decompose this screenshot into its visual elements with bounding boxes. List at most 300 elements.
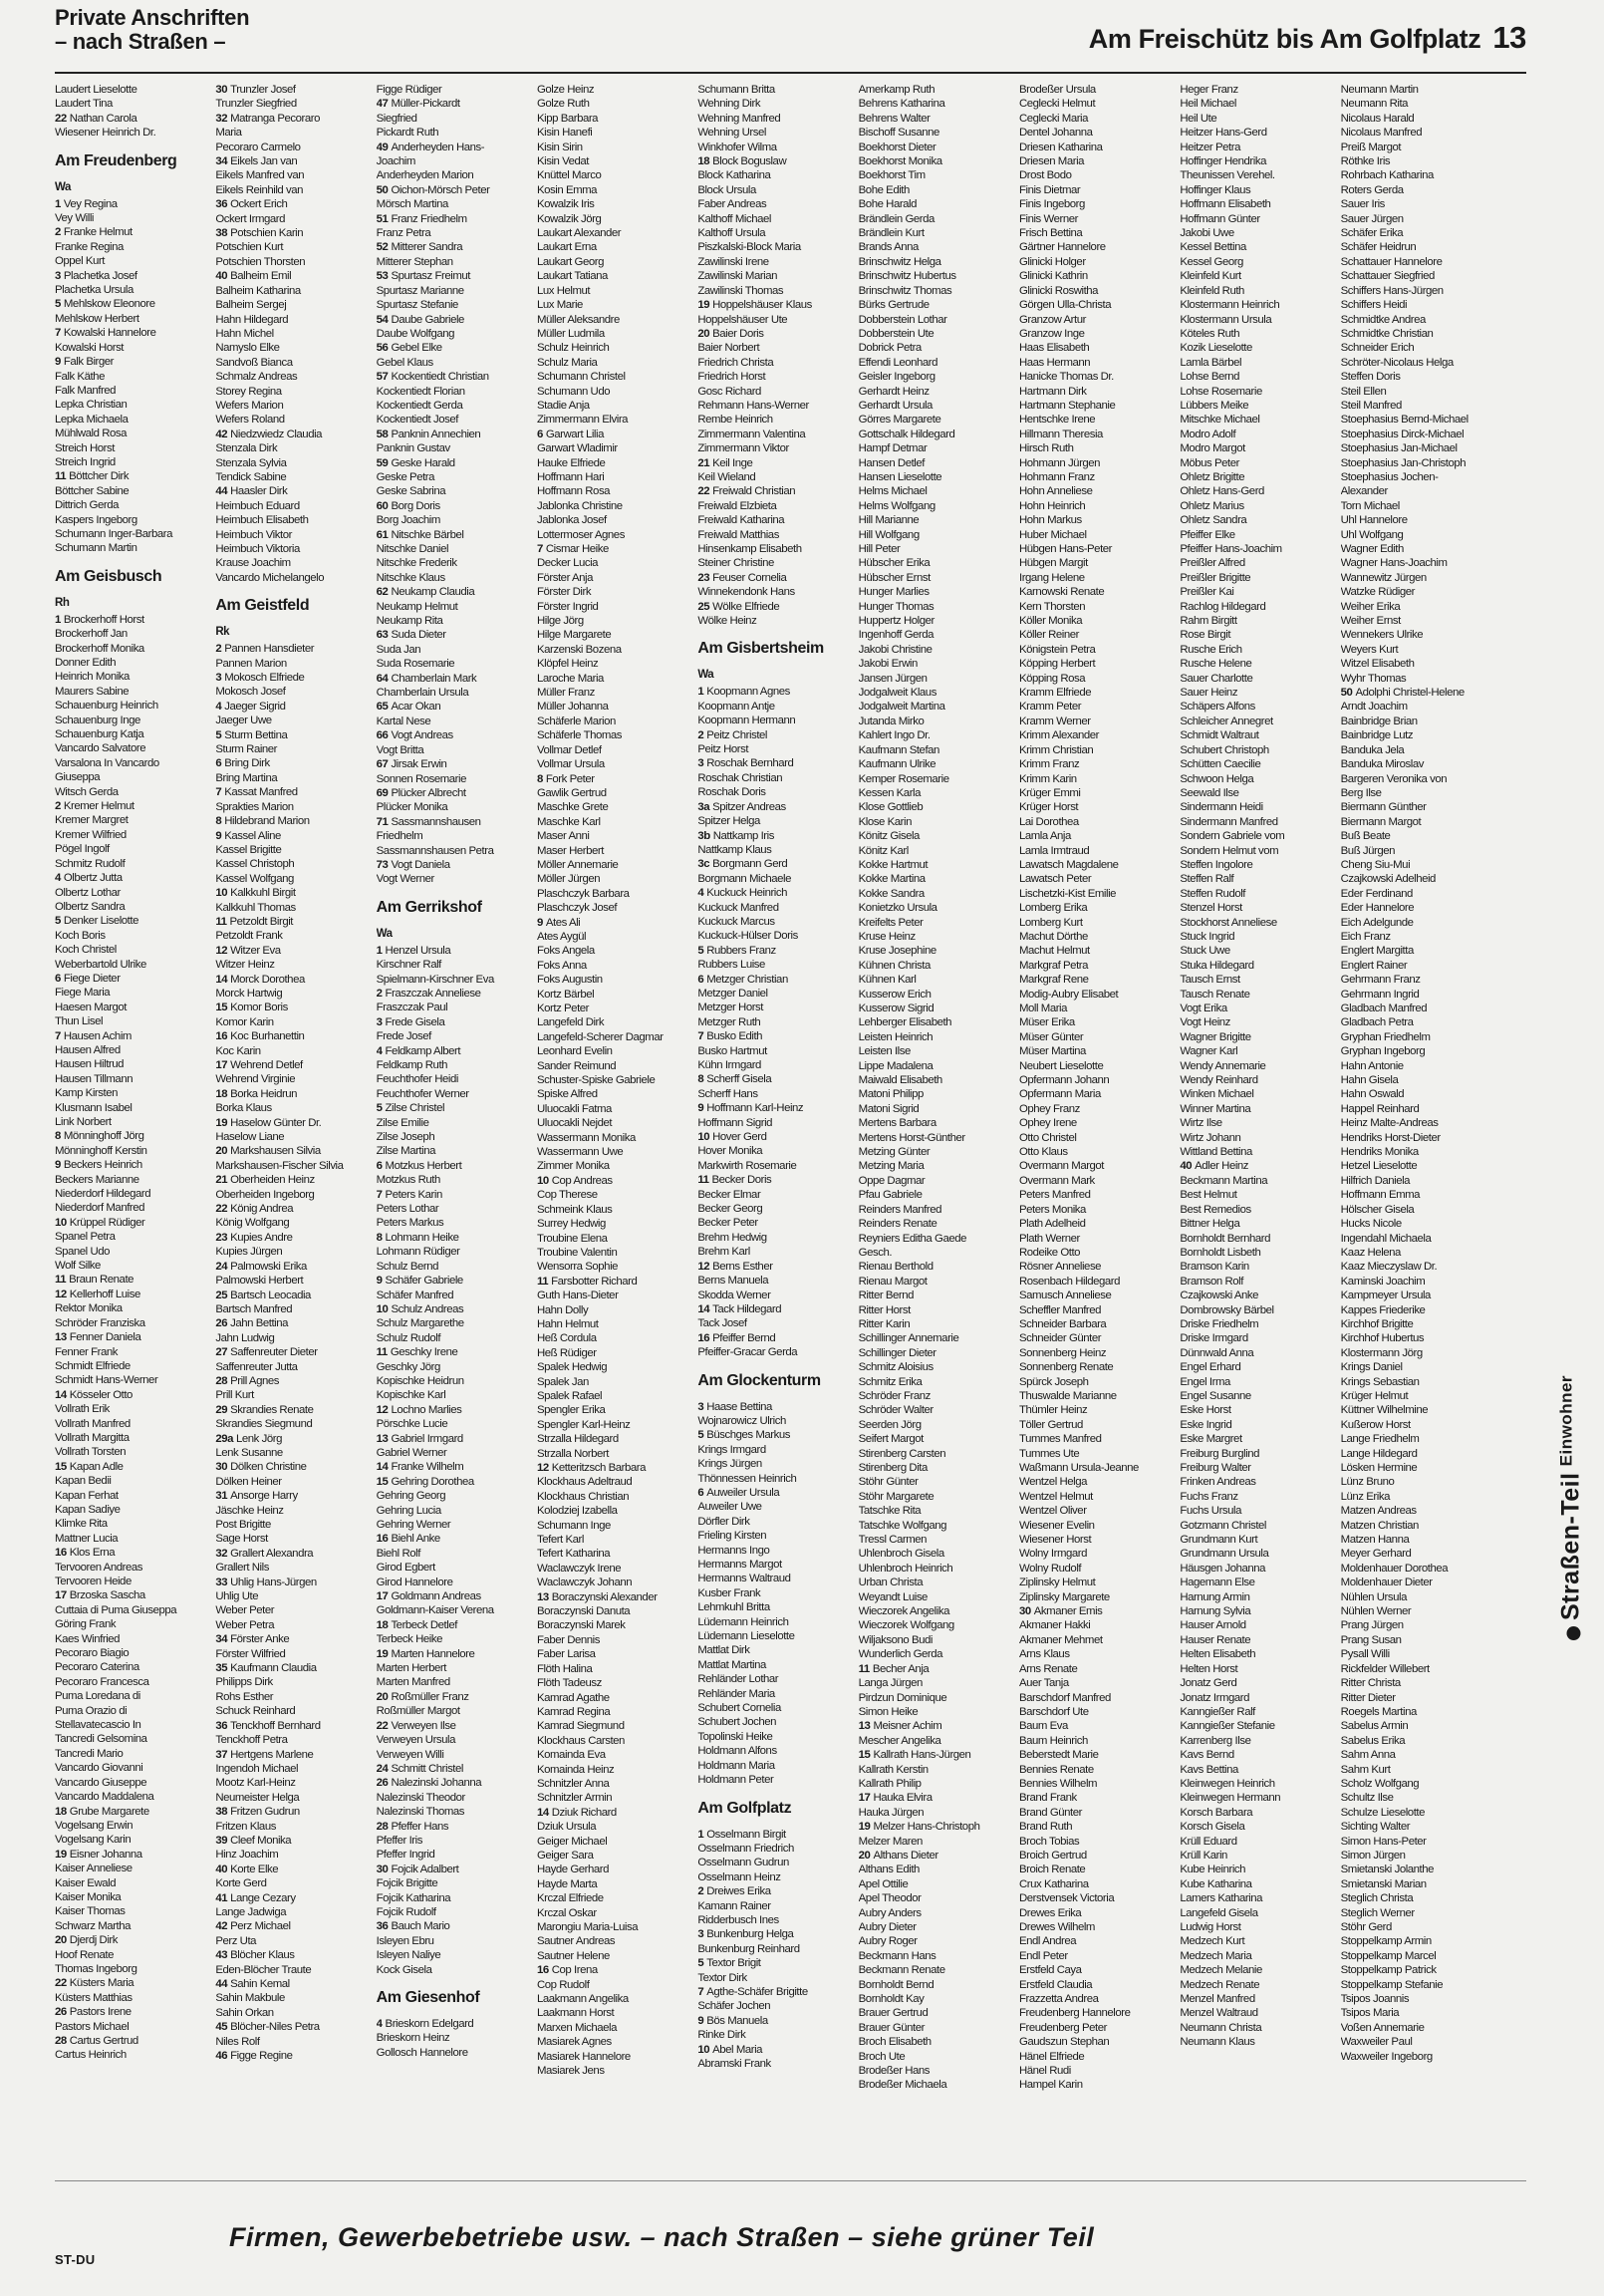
resident-name: Hermanns Ingo xyxy=(697,1544,770,1557)
resident-name: Engel Irma xyxy=(1180,1375,1230,1388)
resident-name: Wojnarowicz Ulrich xyxy=(697,1414,786,1427)
house-number: 31 xyxy=(215,1490,228,1503)
house-number: 14 xyxy=(55,1388,67,1401)
resident-entry xyxy=(377,356,525,370)
resident-name: Metzger Christian xyxy=(706,973,788,986)
resident-name: Streich Ingrid xyxy=(55,455,116,468)
resident-entry xyxy=(1180,1791,1328,1805)
resident-name: Stöhr Margarete xyxy=(858,1490,935,1503)
resident-entry xyxy=(537,2050,685,2064)
resident-entry xyxy=(697,1216,846,1230)
resident-name: Mokosch Josef xyxy=(215,686,286,699)
resident-entry xyxy=(537,2006,685,2020)
resident-name: Drewes Wilhelm xyxy=(1018,1921,1095,1933)
resident-entry xyxy=(537,1691,685,1705)
resident-name: Kuckuck Heinrich xyxy=(706,887,788,900)
resident-entry xyxy=(377,470,525,484)
resident-entry xyxy=(1180,284,1328,298)
resident-entry xyxy=(859,168,1007,182)
resident-name: Gesch. xyxy=(858,1246,893,1259)
resident-name: Siegfried xyxy=(376,112,417,125)
resident-name: Niederdorf Manfred xyxy=(55,1202,145,1215)
resident-name: Boraczynski Marek xyxy=(536,1619,626,1632)
house-number: 26 xyxy=(376,1777,389,1790)
house-number: 15 xyxy=(858,1749,871,1762)
resident-name: Ohletz Brigitte xyxy=(1180,470,1245,483)
resident-name: Uhl Wolfgang xyxy=(1340,528,1404,541)
resident-entry xyxy=(55,355,203,369)
resident-entry xyxy=(697,197,846,211)
resident-name: Wolny Rudolf xyxy=(1018,1562,1082,1575)
resident-entry xyxy=(1180,341,1328,355)
resident-entry xyxy=(215,728,364,742)
resident-entry xyxy=(55,413,203,427)
resident-entry xyxy=(1019,1475,1168,1489)
resident-name: Kapan Sadiye xyxy=(55,1503,121,1516)
resident-entry xyxy=(55,1115,203,1129)
house-number: 52 xyxy=(376,241,389,254)
resident-entry xyxy=(1341,1719,1489,1733)
resident-entry xyxy=(697,1260,846,1274)
house-number: 13 xyxy=(376,1432,389,1445)
resident-name: Köteles Ruth xyxy=(1180,327,1240,340)
resident-name: Vogelsang Karin xyxy=(55,1834,132,1847)
resident-entry xyxy=(1180,1734,1328,1748)
resident-name: Köpping Herbert xyxy=(1018,658,1096,671)
resident-name: Jodgalweit Klaus xyxy=(858,687,936,700)
resident-name: Althans Edith xyxy=(858,1864,920,1876)
resident-entry xyxy=(537,470,685,484)
resident-entry xyxy=(1180,786,1328,800)
resident-name: Sturm Bettina xyxy=(224,728,288,741)
house-number: 10 xyxy=(697,1131,710,1144)
resident-entry xyxy=(1019,1590,1168,1604)
resident-entry xyxy=(1341,112,1489,126)
resident-entry xyxy=(537,240,685,254)
resident-entry xyxy=(859,1633,1007,1647)
resident-name: Schröter-Nicolaus Helga xyxy=(1340,356,1454,369)
resident-entry xyxy=(55,1301,203,1315)
resident-entry xyxy=(377,1202,525,1216)
resident-name: Hoof Renate xyxy=(55,1948,115,1961)
resident-entry xyxy=(377,1044,525,1058)
resident-entry xyxy=(1180,1145,1328,1159)
resident-name: Kirchhof Brigitte xyxy=(1340,1317,1414,1330)
resident-name: Frinken Andreas xyxy=(1180,1476,1256,1489)
resident-entry xyxy=(377,1719,525,1733)
resident-name: Eisner Johanna xyxy=(69,1848,142,1861)
resident-name: Sauer Jürgen xyxy=(1340,212,1404,225)
resident-entry xyxy=(1019,470,1168,484)
resident-name: Becker Georg xyxy=(697,1203,763,1216)
resident-name: Lochno Marlies xyxy=(391,1403,462,1416)
resident-name: Erstfeld Caya xyxy=(1018,1964,1082,1977)
house-number: 4 xyxy=(376,2018,383,2030)
resident-name: Klostermann Ursula xyxy=(1180,313,1272,326)
resident-name: Rienau Berthold xyxy=(858,1261,934,1274)
resident-entry xyxy=(1341,672,1489,686)
resident-name: Bring Dirk xyxy=(224,757,270,770)
resident-entry xyxy=(1341,1662,1489,1676)
resident-name: Krüger Horst xyxy=(1018,801,1079,814)
resident-entry xyxy=(1180,686,1328,700)
resident-entry xyxy=(377,456,525,470)
resident-entry xyxy=(1180,1203,1328,1217)
directory-column-2 xyxy=(215,83,364,2180)
resident-name: Schmalz Andreas xyxy=(215,371,298,384)
resident-name: Tervooren Andreas xyxy=(55,1561,142,1574)
resident-entry xyxy=(377,1417,525,1431)
resident-entry xyxy=(1180,988,1328,1002)
resident-entry xyxy=(537,1002,685,1015)
resident-name: Isleyen Naliye xyxy=(376,1949,441,1962)
resident-entry xyxy=(1180,1102,1328,1116)
resident-entry xyxy=(215,212,364,226)
resident-entry xyxy=(697,556,846,570)
resident-entry xyxy=(697,915,846,929)
resident-entry xyxy=(377,987,525,1001)
directory-columns xyxy=(55,83,1489,2180)
resident-name: Kamrad Regina xyxy=(536,1705,611,1718)
resident-entry xyxy=(55,1876,203,1890)
resident-entry xyxy=(1341,1791,1489,1805)
resident-name: Kolodziej Izabella xyxy=(536,1505,618,1518)
resident-name: Krimm Christian xyxy=(1018,743,1094,756)
house-number: 7 xyxy=(215,786,222,799)
resident-name: Freudenberg Hannelore xyxy=(1018,2007,1131,2020)
resident-entry xyxy=(537,1131,685,1145)
resident-entry xyxy=(859,988,1007,1002)
resident-entry xyxy=(537,141,685,154)
resident-name: Gladbach Petra xyxy=(1340,1016,1414,1029)
resident-entry xyxy=(215,1863,364,1876)
resident-name: Wunderlich Gerda xyxy=(858,1648,943,1661)
resident-entry xyxy=(1341,83,1489,97)
resident-entry xyxy=(697,1486,846,1500)
resident-entry xyxy=(697,1101,846,1115)
resident-entry xyxy=(377,212,525,226)
resident-entry xyxy=(1180,1260,1328,1274)
resident-entry xyxy=(697,2028,846,2042)
resident-entry xyxy=(377,1820,525,1834)
resident-entry xyxy=(55,97,203,111)
resident-name: Brinschwitz Thomas xyxy=(858,284,952,297)
resident-name: Berns Esther xyxy=(712,1260,773,1273)
resident-name: Schuck Reinhard xyxy=(215,1705,296,1718)
resident-entry xyxy=(55,1445,203,1459)
resident-entry xyxy=(215,1805,364,1819)
resident-name: Röthke Iris xyxy=(1340,155,1391,168)
resident-name: Tack Hildegard xyxy=(712,1302,782,1315)
resident-entry xyxy=(697,513,846,527)
resident-name: Schulz Rudolf xyxy=(376,1331,441,1344)
resident-entry xyxy=(1019,959,1168,973)
resident-name: Henzel Ursula xyxy=(385,944,451,957)
resident-entry xyxy=(1019,800,1168,814)
resident-entry xyxy=(1341,1188,1489,1202)
resident-entry xyxy=(215,83,364,97)
resident-entry xyxy=(1180,399,1328,413)
resident-name: Schröder Walter xyxy=(858,1404,934,1417)
resident-name: Schumann Britta xyxy=(697,84,775,96)
resident-name: Sonnen Rosemarie xyxy=(376,772,466,785)
resident-name: Witzer Heinz xyxy=(215,959,275,972)
resident-entry xyxy=(1341,1849,1489,1863)
resident-entry xyxy=(215,671,364,685)
resident-entry xyxy=(1019,1691,1168,1705)
resident-entry xyxy=(859,370,1007,384)
resident-name: Brodeßer Michaela xyxy=(858,2079,947,2092)
resident-entry xyxy=(1019,973,1168,987)
resident-entry xyxy=(55,1689,203,1703)
resident-name: Kisin Sirin xyxy=(536,141,583,153)
resident-entry xyxy=(859,728,1007,742)
side-tab-word2: Straßen-Teil xyxy=(1556,1472,1585,1621)
resident-entry xyxy=(1180,313,1328,327)
resident-name: Fiege Dieter xyxy=(63,972,121,985)
resident-name: Eske Margret xyxy=(1180,1433,1242,1446)
resident-name: Ludwig Horst xyxy=(1180,1921,1241,1933)
resident-name: Brand Günter xyxy=(1018,1806,1082,1819)
resident-entry xyxy=(215,1475,364,1489)
resident-name: Fiege Maria xyxy=(55,987,111,1000)
resident-name: Laukart Alexander xyxy=(536,227,622,240)
resident-name: Stellavatecascio In xyxy=(55,1719,141,1732)
resident-entry xyxy=(377,1087,525,1101)
house-number: 22 xyxy=(55,112,67,125)
resident-name: Cartus Gertrud xyxy=(69,2035,138,2047)
resident-name: Winnekendonk Hans xyxy=(697,586,795,599)
resident-name: Wyhr Thomas xyxy=(1340,672,1407,685)
house-number: 18 xyxy=(215,1087,228,1100)
resident-entry xyxy=(1341,1418,1489,1432)
resident-entry xyxy=(377,1905,525,1919)
resident-name: Geske Harald xyxy=(391,456,455,469)
resident-entry xyxy=(859,1232,1007,1246)
house-number: 54 xyxy=(376,313,389,326)
resident-name: Hucks Nicole xyxy=(1340,1218,1402,1231)
resident-entry xyxy=(55,326,203,340)
resident-name: Förster Anke xyxy=(230,1633,290,1646)
resident-entry xyxy=(377,829,525,843)
house-number: 26 xyxy=(215,1317,228,1330)
resident-name: Pfeffer Iris xyxy=(376,1834,422,1847)
resident-name: Möller Annemarie xyxy=(536,858,619,871)
resident-entry xyxy=(537,1432,685,1446)
resident-entry xyxy=(537,1906,685,1920)
resident-entry xyxy=(55,1948,203,1962)
resident-name: Cismar Heike xyxy=(545,543,609,555)
resident-name: Jansen Jürgen xyxy=(858,672,928,685)
resident-name: Peters Manfred xyxy=(1018,1189,1091,1202)
resident-entry xyxy=(1341,1906,1489,1920)
resident-entry xyxy=(377,614,525,628)
resident-entry xyxy=(55,1704,203,1718)
resident-name: Metzger Daniel xyxy=(697,987,768,1000)
resident-entry xyxy=(55,1086,203,1100)
resident-name: Hendriks Monika xyxy=(1340,1146,1419,1159)
resident-entry xyxy=(55,1588,203,1602)
resident-entry xyxy=(537,1662,685,1676)
resident-entry xyxy=(55,1288,203,1301)
resident-entry xyxy=(1180,356,1328,370)
house-number: 13 xyxy=(858,1720,871,1733)
resident-entry xyxy=(377,413,525,427)
resident-entry xyxy=(1019,1159,1168,1173)
resident-name: Weyandt Luise xyxy=(858,1590,928,1603)
resident-name: Sondern Gabriele vom xyxy=(1180,830,1285,843)
resident-entry xyxy=(859,212,1007,226)
house-number: 4 xyxy=(55,872,61,885)
resident-entry xyxy=(537,916,685,930)
resident-entry xyxy=(215,1518,364,1532)
resident-name: Troubine Valentin xyxy=(536,1246,618,1259)
resident-name: Lehberger Elisabeth xyxy=(858,1016,952,1029)
resident-entry xyxy=(215,556,364,570)
resident-name: Jakobi Christine xyxy=(858,643,933,656)
resident-entry xyxy=(1180,1949,1328,1963)
resident-entry xyxy=(215,1403,364,1417)
resident-entry xyxy=(1019,428,1168,441)
resident-name: Holdmann Peter xyxy=(697,1774,774,1787)
resident-entry xyxy=(55,1431,203,1445)
resident-entry xyxy=(1180,1346,1328,1360)
resident-name: Smietanski Marian xyxy=(1340,1877,1427,1890)
resident-entry xyxy=(859,800,1007,814)
resident-name: Lux Helmut xyxy=(536,284,591,297)
resident-entry xyxy=(215,141,364,154)
resident-entry xyxy=(1180,456,1328,470)
resident-entry xyxy=(1341,413,1489,427)
resident-entry xyxy=(1019,484,1168,498)
resident-entry xyxy=(1341,1174,1489,1188)
resident-name: Jahn Bettina xyxy=(230,1317,289,1330)
resident-name: Bornholdt Kay xyxy=(858,1993,925,2006)
resident-name: Uhlenbroch Heinrich xyxy=(858,1562,953,1575)
resident-name: Freiwald Elzbieta xyxy=(697,499,777,512)
resident-entry xyxy=(1019,499,1168,513)
resident-name: Langa Jürgen xyxy=(858,1677,923,1690)
resident-name: Zawilinski Thomas xyxy=(697,284,784,297)
resident-name: Plaschczyk Barbara xyxy=(536,887,630,900)
resident-entry xyxy=(1341,916,1489,930)
resident-entry xyxy=(537,1331,685,1345)
resident-name: Neumann Rita xyxy=(1340,98,1409,111)
resident-entry xyxy=(215,1489,364,1503)
resident-name: Schumann Inge xyxy=(536,1519,611,1532)
resident-entry xyxy=(1180,571,1328,585)
resident-name: Wagner Karl xyxy=(1180,1045,1238,1058)
resident-name: Heimbuch Viktoria xyxy=(215,543,300,555)
resident-name: Hübscher Erika xyxy=(858,557,931,570)
resident-name: Maria xyxy=(215,127,242,140)
resident-name: Kaes Winfried xyxy=(55,1632,121,1645)
resident-entry xyxy=(377,385,525,399)
resident-entry xyxy=(1019,154,1168,168)
resident-name: Schulz Margarethe xyxy=(376,1317,464,1330)
resident-name: Rubbers Luise xyxy=(697,959,765,972)
page-number: 13 xyxy=(1492,20,1526,55)
resident-entry xyxy=(1180,484,1328,498)
resident-name: Metzing Maria xyxy=(858,1160,925,1173)
resident-name: Krings Jürgen xyxy=(697,1458,762,1471)
resident-name: Nalezinski Theodor xyxy=(376,1791,465,1804)
resident-name: Balheim Emil xyxy=(230,270,292,283)
resident-name: Masiarek Jens xyxy=(536,2065,605,2078)
resident-entry xyxy=(537,1015,685,1029)
resident-entry xyxy=(55,1187,203,1201)
resident-entry xyxy=(1180,1418,1328,1432)
resident-name: Sahm Anna xyxy=(1340,1749,1396,1762)
resident-entry xyxy=(859,1676,1007,1690)
resident-entry xyxy=(1019,944,1168,958)
resident-entry xyxy=(1341,1504,1489,1518)
resident-entry xyxy=(1019,916,1168,930)
resident-name: Kirschner Ralf xyxy=(376,959,441,972)
resident-name: Girod Egbert xyxy=(376,1562,435,1575)
house-number: 73 xyxy=(376,858,389,871)
resident-entry xyxy=(1019,1087,1168,1101)
house-number: 2 xyxy=(55,226,61,239)
resident-entry xyxy=(1341,1691,1489,1705)
resident-name: Waclawczyk Irene xyxy=(536,1562,622,1575)
resident-name: Melzer Hans-Christoph xyxy=(873,1821,980,1834)
resident-entry xyxy=(1019,1360,1168,1374)
resident-name: Peters Monika xyxy=(1018,1203,1086,1216)
resident-entry xyxy=(1019,1059,1168,1073)
resident-entry xyxy=(1341,284,1489,298)
resident-name: Behrens Katharina xyxy=(858,98,945,111)
resident-name: Hoffmann Rosa xyxy=(536,485,611,498)
resident-entry xyxy=(537,1791,685,1805)
resident-entry xyxy=(377,1116,525,1130)
resident-name: Krimm Franz xyxy=(1018,758,1080,771)
house-number: 10 xyxy=(697,2043,710,2056)
resident-entry xyxy=(697,1188,846,1202)
resident-entry xyxy=(55,1976,203,1990)
resident-name: Vogt Britta xyxy=(376,743,424,756)
resident-entry xyxy=(55,1790,203,1804)
resident-entry xyxy=(1019,1002,1168,1015)
resident-entry xyxy=(537,1044,685,1058)
house-number: 17 xyxy=(376,1590,389,1603)
resident-entry xyxy=(859,743,1007,757)
resident-entry xyxy=(55,1029,203,1043)
resident-entry xyxy=(215,470,364,484)
resident-entry xyxy=(1019,571,1168,585)
resident-entry xyxy=(537,1863,685,1876)
resident-entry xyxy=(215,385,364,399)
resident-entry xyxy=(697,1529,846,1543)
resident-entry xyxy=(697,212,846,226)
resident-name: Lamla Anja xyxy=(1018,830,1071,843)
resident-entry xyxy=(1341,1002,1489,1015)
house-number: 12 xyxy=(55,1288,67,1300)
resident-entry xyxy=(55,1057,203,1071)
house-number: 5 xyxy=(376,1102,383,1115)
resident-name: Spitzer Helga xyxy=(697,815,760,828)
resident-entry xyxy=(55,986,203,1000)
resident-entry xyxy=(377,1704,525,1718)
section-title xyxy=(55,6,249,54)
resident-entry xyxy=(697,1015,846,1029)
resident-name: Ingendahl Michaela xyxy=(1340,1232,1432,1245)
house-number: 28 xyxy=(376,1820,389,1833)
resident-entry xyxy=(1341,1934,1489,1948)
resident-entry xyxy=(697,1856,846,1869)
resident-name: Akmaner Emis xyxy=(1033,1605,1103,1618)
resident-name: Kamrad Agathe xyxy=(536,1691,610,1704)
